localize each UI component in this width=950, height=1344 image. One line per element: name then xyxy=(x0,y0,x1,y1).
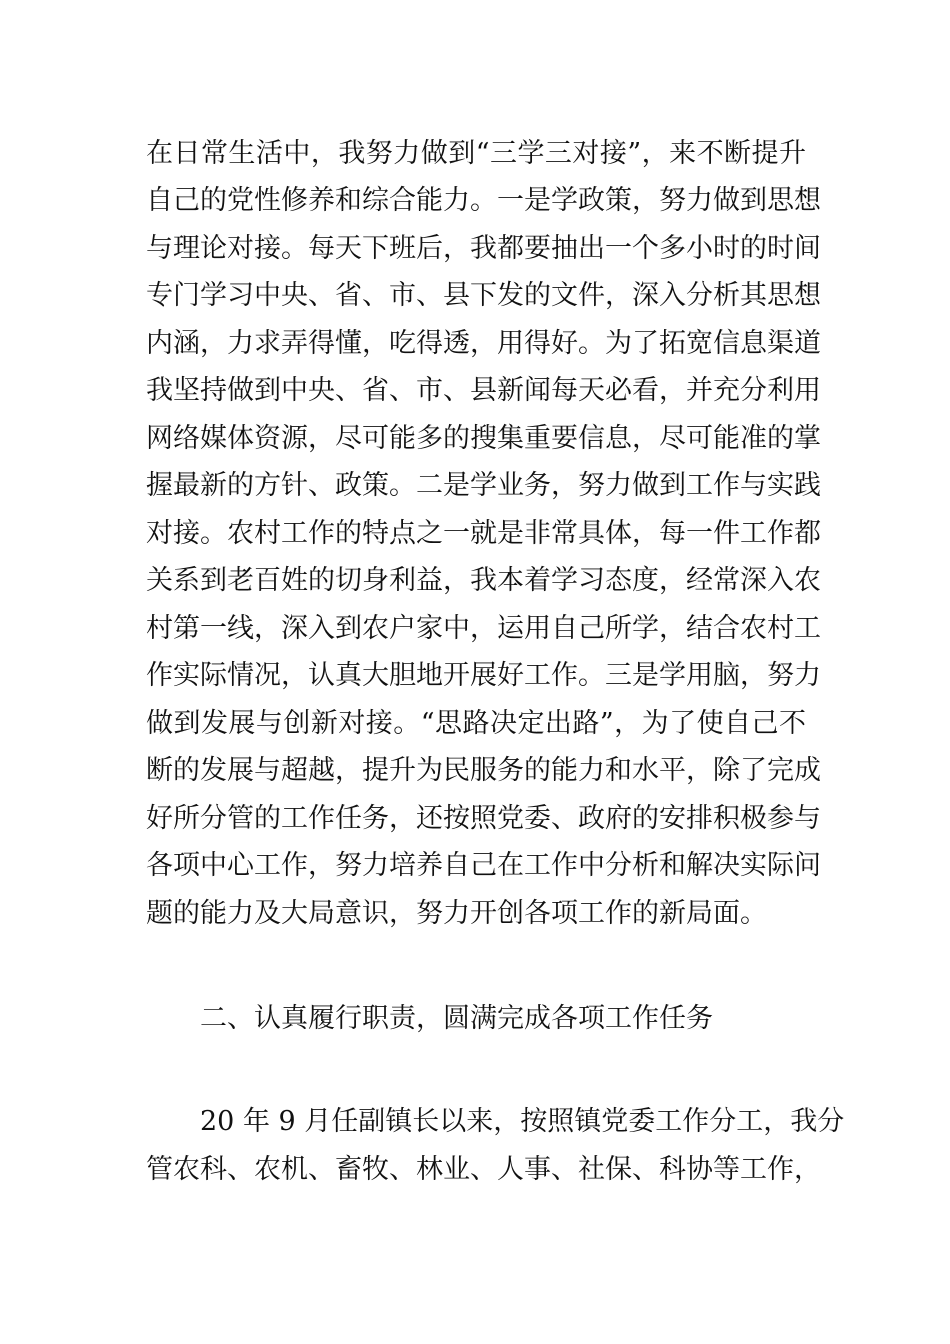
text-line: 专门学习中央、省、市、县下发的文件，深入分析其思想 xyxy=(146,280,821,311)
text-line: 村第一线，深入到农户家中，运用自己所学，结合农村工 xyxy=(146,613,821,644)
text-line: 握最新的方针、政策。二是学业务，努力做到工作与实践 xyxy=(146,470,821,501)
text-line: 断的发展与超越，提升为民服务的能力和水平，除了完成 xyxy=(146,755,821,786)
text-line: 与理论对接。每天下班后，我都要抽出一个多小时的时间 xyxy=(146,233,821,264)
text-line: 做到发展与创新对接。“思路决定出路”，为了使自己不 xyxy=(146,708,806,739)
text-line: 自己的党性修养和综合能力。一是学政策，努力做到思想 xyxy=(146,185,821,216)
text-line: 好所分管的工作任务，还按照党委、政府的安排积极参与 xyxy=(146,803,821,834)
text-line: 对接。农村工作的特点之一就是非常具体，每一件工作都 xyxy=(146,518,821,549)
text-line: 管农科、农机、畜牧、林业、人事、社保、科协等工作， xyxy=(146,1154,821,1185)
text-line: 各项中心工作，努力培养自己在工作中分析和解决实际问 xyxy=(146,850,821,881)
text-line: 网络媒体资源，尽可能多的搜集重要信息，尽可能准的掌 xyxy=(146,423,821,454)
text-line: 题的能力及大局意识，努力开创各项工作的新局面。 xyxy=(146,898,767,929)
text-line: 我坚持做到中央、省、市、县新闻每天必看，并充分利用 xyxy=(146,375,821,406)
text-line: 在日常生活中，我努力做到“三学三对接”，来不断提升 xyxy=(146,138,806,169)
text-line: 内涵，力求弄得懂，吃得透，用得好。为了拓宽信息渠道 xyxy=(146,328,821,359)
text-line: 20 年 9 月任副镇长以来，按照镇党委工作分工，我分 xyxy=(200,1106,845,1137)
text-line: 关系到老百姓的切身利益，我本着学习态度，经常深入农 xyxy=(146,565,821,596)
section-heading: 二、认真履行职责，圆满完成各项工作任务 xyxy=(200,1003,713,1034)
text-line: 作实际情况，认真大胆地开展好工作。三是学用脑，努力 xyxy=(146,660,821,691)
